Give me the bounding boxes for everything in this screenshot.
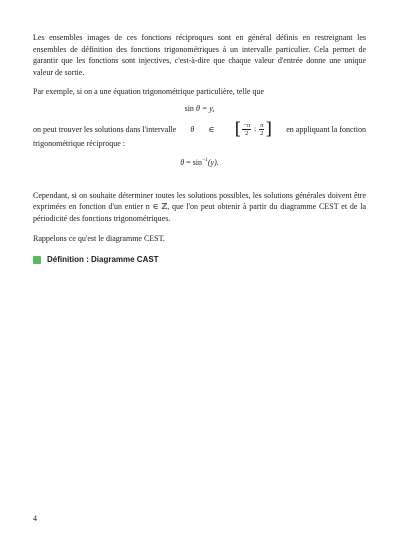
interval-right-fraction: $\frac{\pi}{2}$ bbox=[260, 121, 264, 137]
page-number: 4 bbox=[33, 514, 37, 523]
paragraph-example-intro: Par exemple, si on a une équation trigonométrique particulière, telle que bbox=[33, 87, 265, 97]
page-content bbox=[33, 32, 366, 266]
definition-heading bbox=[33, 254, 366, 266]
paragraph-recall-cest: Rappelons ce qu'est le diagramme CEST. bbox=[33, 233, 165, 243]
interval-expression bbox=[234, 118, 273, 139]
eq2-arg: (y). bbox=[207, 158, 219, 168]
equation-sin-theta bbox=[33, 103, 366, 115]
interval-text-after: en appliquant la fonction bbox=[286, 124, 366, 134]
paragraph-restriction: Les ensembles images de ces fonctions réciproques sont en général définis en restreignant les ensembles de définition des fonctions trigonométriques à un intervalle particulier. Cela permet de garantir que les fonctions sont injectives, c'est-à-dire que chaque valeur d'entrée donne une unique valeur de sortie. bbox=[33, 33, 366, 77]
eq1-func: sin bbox=[184, 103, 194, 113]
eq2-func: sin bbox=[192, 158, 203, 168]
paragraph-interval-continuation: trigonométrique réciproque : bbox=[33, 138, 125, 148]
eq1-var: θ bbox=[195, 103, 200, 113]
interval-open-bracket: [ bbox=[234, 118, 242, 139]
interval-left-fraction: $\frac{-\pi}{2}$ bbox=[243, 121, 251, 137]
equation-arcsin: $\theta = \sin^{-1}(y)$. bbox=[180, 157, 219, 168]
paragraph-general-solutions: Cependant, si on souhaite déterminer toutes les solutions possibles, les solutions générales doivent être exprimées en fonction d'un entier n ∈ ℤ, que l'on peut obtenir à partir du diagramme CEST et de la périodicité des fonctions trigonométriques. bbox=[33, 190, 366, 223]
interval-text-before: on peut trouver les solutions dans l'intervalle bbox=[33, 124, 177, 134]
eq1-rhs: = y, bbox=[201, 103, 215, 113]
interval-close-bracket: ] bbox=[265, 118, 273, 139]
paragraph-interval-row bbox=[33, 118, 366, 139]
interval-var: θ bbox=[190, 124, 195, 134]
interval-elem-symbol: ∈ bbox=[208, 124, 215, 134]
eq2-lhs: θ bbox=[180, 158, 185, 168]
definition-square-icon bbox=[33, 256, 41, 264]
definition-label: Définition : Diagramme CAST bbox=[47, 255, 159, 265]
interval-semicolon: ; bbox=[254, 124, 257, 133]
eq2-exponent: −1 bbox=[202, 157, 208, 164]
